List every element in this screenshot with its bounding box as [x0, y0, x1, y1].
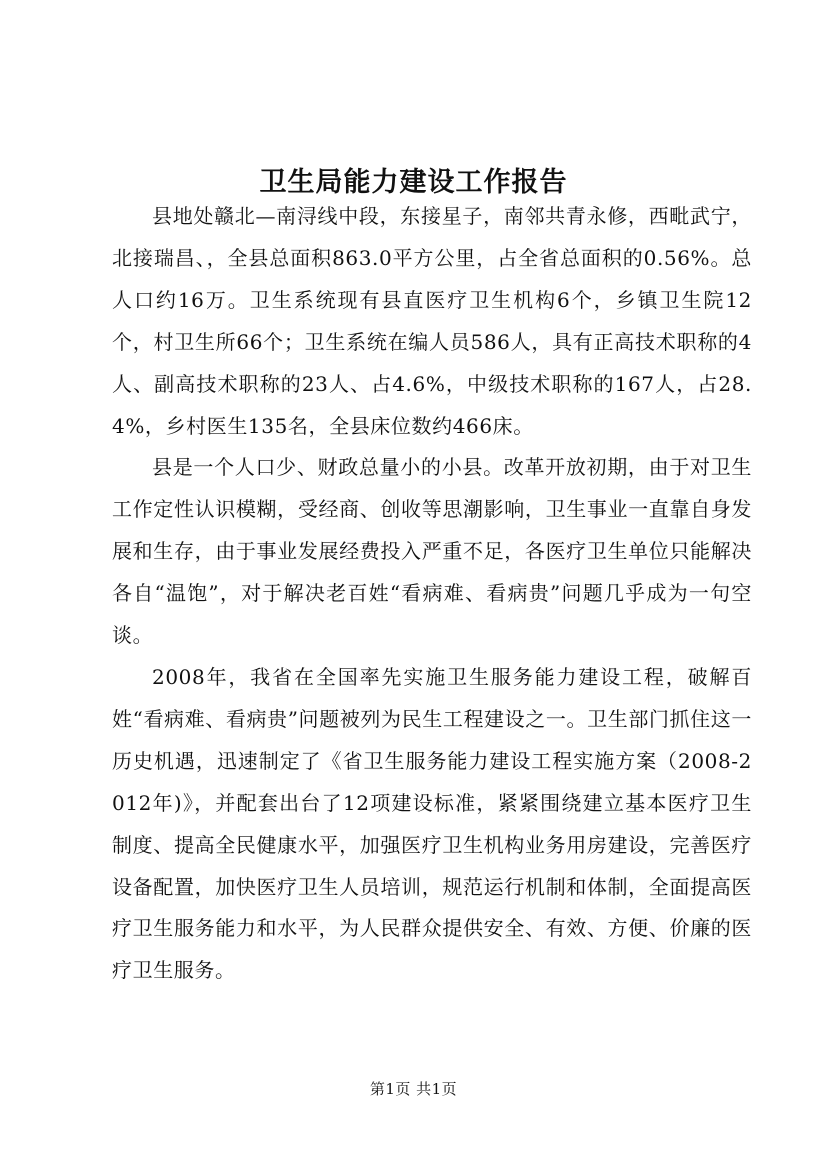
document-body [112, 196, 752, 992]
paragraph-1: 县地处赣北—南浔线中段，东接星子，南邻共青永修，西毗武宁，北接瑞昌、，全县总面积863.0平方公里，占全省总面积的0.56%。总人口约16万。卫生系统现有县直医疗卫生机构6个，乡镇卫生院12个，村卫生所66个；卫生系统在编人员586人，具有正高技术职称的4人、副高技术职称的23人、占4.6%，中级技术职称的167人，占28.4%，乡村医生135名，全县床位数约466床。 [112, 204, 752, 438]
paragraph-2: 县是一个人口少、财政总量小的小县。改革开放初期，由于对卫生工作定性认识模糊，受经商、创收等思潮影响，卫生事业一直靠自身发展和生存，由于事业发展经费投入严重不足，各医疗卫生单位只能解决各自“温饱”，对于解决老百姓“看病难、看病贵”问题几乎成为一句空谈。 [112, 455, 752, 648]
paragraph-3: 2008年，我省在全国率先实施卫生服务能力建设工程，破解百姓“看病难、看病贵”问题被列为民生工程建设之一。卫生部门抓住这一历史机遇，迅速制定了《省卫生服务能力建设工程实施方案（2008-2012年)》，并配套出台了12项建设标准，紧紧围绕建立基本医疗卫生制度、提高全民健康水平，加强医疗卫生机构业务用房建设，完善医疗设备配置，加快医疗卫生人员培训，规范运行机制和体制，全面提高医疗卫生服务能力和水平，为人民群众提供安全、有效、方便、价廉的医疗卫生服务。 [112, 664, 752, 983]
page-footer: 第1页 共1页 [369, 1080, 458, 1098]
document-title: 卫生局能力建设工作报告 [259, 167, 568, 199]
